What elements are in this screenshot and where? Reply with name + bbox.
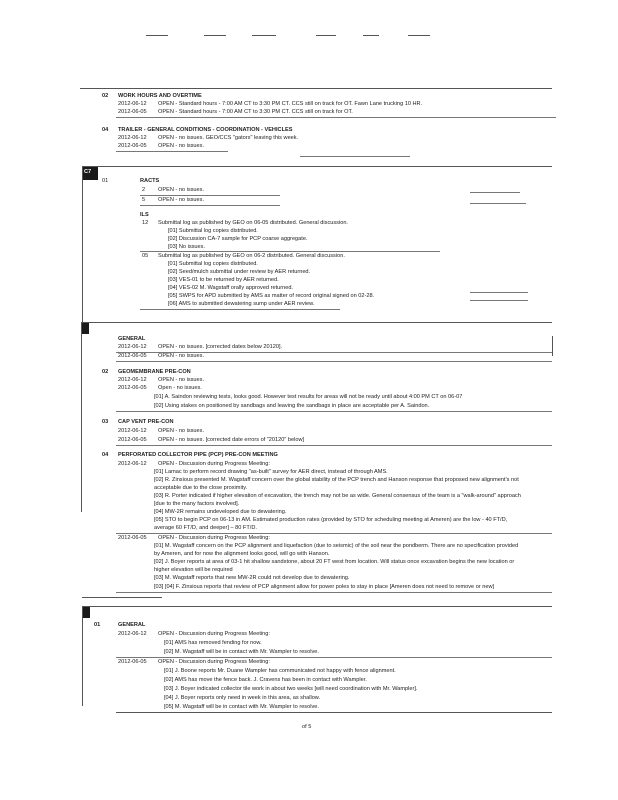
entry-sub: [01] Submittal log copies distributed. bbox=[168, 261, 258, 267]
entry-sub: [02] Using stakes on positioned by sandbags and leaving the sandbags in place are acceptable per A. Saindon. bbox=[154, 403, 430, 409]
header-mark bbox=[316, 35, 336, 36]
entry-sub: [02] AMS has move the fence back. J. Cravens has been in contact with Wampler. bbox=[164, 677, 367, 683]
item-number: 02 bbox=[102, 369, 109, 375]
entry-sub: [03] M. Wagstaff reports that new MW-2R could not develop due to dewatering. bbox=[154, 575, 350, 581]
entry-sub: higher elevation will be required bbox=[154, 567, 233, 573]
row-rule bbox=[116, 445, 552, 446]
entry-sub: [03] J. Boyer indicated collector tile work in about two weeks [will need coordination with Mr. Wampler]. bbox=[164, 686, 418, 692]
entry-text: OPEN - Discussion during Progress Meeting: bbox=[158, 461, 270, 467]
item-number: 02 bbox=[102, 93, 109, 99]
entry-text: OPEN - no issues. [corrected dates below 20120]. bbox=[158, 344, 283, 350]
entry-date: 2012-06-05 bbox=[118, 385, 147, 391]
entry-text: OPEN - Standard hours - 7:00 AM CT to 3:30 PM CT. CCS still on track for OT. bbox=[158, 109, 353, 115]
row-rule bbox=[116, 151, 228, 152]
entry-sub: [04] MW-2R remains undeveloped due to dewatering. bbox=[154, 509, 287, 515]
entry-text: OPEN - no issues. bbox=[158, 187, 205, 193]
item-title: RACTS bbox=[140, 178, 160, 184]
row-rule bbox=[470, 292, 528, 293]
entry-sub: [03] VES-01 to be returned by AER returned. bbox=[168, 277, 279, 283]
entry-date: 2012-06-12 bbox=[118, 428, 147, 434]
entry-sub: [06] AMS to submitted dewatering sump under AER review. bbox=[168, 301, 315, 307]
entry-text: OPEN - Standard hours - 7:00 AM CT to 3:30 PM CT. CCS still on track for OT. Fawn Lane trucking 10 HR. bbox=[158, 101, 423, 107]
entry-date: 2012-06-12 bbox=[118, 101, 147, 107]
entry-text: OPEN - no issues. bbox=[158, 377, 205, 383]
header-mark bbox=[363, 35, 379, 36]
entry-sub: [03] R. Porter indicated if higher elevation of excavation, the trench may not be as wide. General consensus of the team is a "walk-around" approach bbox=[154, 493, 521, 499]
entry-date: 2012-06-05 bbox=[118, 109, 147, 115]
section-border bbox=[81, 322, 82, 512]
item-number: 12 bbox=[142, 220, 149, 226]
item-number: 01 bbox=[102, 178, 109, 184]
entry-date: 2012-06-12 bbox=[118, 461, 147, 467]
row-rule bbox=[116, 411, 552, 412]
entry-text: OPEN - no issues. bbox=[158, 143, 205, 149]
item-title: GENERAL bbox=[118, 622, 146, 628]
entry-sub: [02] R. Zinsious presented M. Wagstaff concern over the global stability of the PCP trench and Hanson response that proposed new alignment's not bbox=[154, 477, 519, 483]
header-mark bbox=[408, 35, 430, 36]
entry-text: OPEN - Discussion during Progress Meeting: bbox=[158, 631, 270, 637]
header-mark bbox=[204, 35, 226, 36]
section-tab bbox=[82, 606, 90, 618]
entry-text: OPEN - no issues. bbox=[158, 428, 205, 434]
entry-sub: [01] J. Boone reports Mr. Duane Wampler has communicated not happy with fence alignment. bbox=[164, 668, 396, 674]
item-title: GENERAL bbox=[118, 336, 146, 342]
entry-sub: [01] Lamac to perform record drawing "as-built" survey for AER direct, instead of through AMS. bbox=[154, 469, 388, 475]
entry-text: Submittal log as published by GEO on 06-05 distributed. General discussion. bbox=[158, 220, 348, 226]
section-tab-label: C7 bbox=[84, 169, 92, 175]
row-rule bbox=[470, 192, 520, 193]
entry-date: 2012-06-05 bbox=[118, 143, 147, 149]
entry-sub: [01] Submittal log copies distributed. bbox=[168, 228, 258, 234]
item-number: 03 bbox=[102, 419, 109, 425]
entry-text: OPEN - no issues. [corrected date errors of "20120" below] bbox=[158, 437, 305, 443]
entry-text: OPEN - no issues. GEO/CCS "gators" leaving this week. bbox=[158, 135, 299, 141]
entry-text: OPEN - no issues. bbox=[158, 197, 205, 203]
entry-sub: [04] VES-02 M. Wagstaff orally approved returned. bbox=[168, 285, 293, 291]
item-title: TRAILER - GENERAL CONDITIONS - COORDINATION - VEHICLES bbox=[118, 127, 293, 133]
row-rule bbox=[140, 195, 280, 196]
entry-sub: [05] STO to begin PCP on 06-13 in AM. Estimated production rates (provided by STO for scheduling meeting at Ameren) are the low - 40 FT/D, bbox=[154, 517, 508, 523]
item-number: 04 bbox=[102, 127, 109, 133]
section-divider bbox=[80, 88, 552, 89]
entry-text: OPEN - Discussion during Progress Meeting: bbox=[158, 659, 270, 665]
entry-sub: [01] AMS has removed fending for now. bbox=[164, 640, 262, 646]
row-rule bbox=[116, 533, 552, 534]
entry-sub: [due to the many factors involved]. bbox=[154, 501, 240, 507]
entry-date: 2012-06-12 bbox=[118, 377, 147, 383]
entry-date: 2012-06-12 bbox=[118, 631, 147, 637]
entry-sub: [03] [04] F. Zinsious reports that review of PCP alignment allow for power poles to stay in place [Ameren does not need to remove or new] bbox=[154, 584, 495, 590]
entry-sub: [02] J. Boyer reports at area of 03-1 hit shallow sandstone, about 20 FT west from location. Will status once excavation begins the new location or bbox=[154, 559, 515, 565]
entry-date: 2012-06-05 bbox=[118, 437, 147, 443]
entry-date: 2012-06-05 bbox=[118, 353, 147, 359]
page-number: of 5 bbox=[302, 724, 312, 730]
entry-date: 5 bbox=[142, 197, 146, 203]
section-border bbox=[82, 166, 83, 326]
entry-text: OPEN - Discussion during Progress Meeting: bbox=[158, 535, 270, 541]
entry-date: 2012-06-05 bbox=[118, 535, 147, 541]
section-tab bbox=[81, 322, 89, 334]
row-rule bbox=[140, 309, 340, 310]
entry-date: 2012-06-05 bbox=[118, 659, 147, 665]
row-rule bbox=[116, 361, 552, 362]
section-end-rule bbox=[116, 712, 552, 713]
row-rule bbox=[140, 251, 440, 252]
item-number: 04 bbox=[102, 452, 109, 458]
entry-sub: [01] A. Saindon reviewing tests, looks good. However test results for areas will not be ready until about 4:00 PM CT on 06-07 bbox=[154, 394, 463, 400]
entry-sub: acceptable due to the close proximity. bbox=[154, 485, 248, 491]
section-border bbox=[82, 606, 83, 706]
entry-text: Open - no issues. bbox=[158, 385, 202, 391]
section-divider bbox=[82, 606, 552, 607]
item-number: 01 bbox=[94, 622, 101, 628]
entry-sub: [02] Seed/mulch submittal under review by AER returned. bbox=[168, 269, 311, 275]
entry-date: 2012-06-12 bbox=[118, 344, 147, 350]
entry-sub: [05] M. Wagstaff will be in contact with Mr. Wampler to resolve. bbox=[164, 704, 319, 710]
section-end-rule bbox=[82, 597, 162, 598]
row-rule bbox=[300, 156, 410, 157]
item-title: GEOMEMBRANE PRE-CON bbox=[118, 369, 191, 375]
entry-date: 2 bbox=[142, 187, 146, 193]
entry-sub: [05] SWPS for APD submitted by AMS as matter of record original signed on 02-28. bbox=[168, 293, 375, 299]
entry-sub: [04] J. Boyer reports only need in week in this area, as shallow. bbox=[164, 695, 321, 701]
entry-sub: [02] Discussion CA-7 sample for PCP coarse aggregate. bbox=[168, 236, 308, 242]
entry-sub: average 60 FT/D, and deeper] – 80 FT/D. bbox=[154, 525, 257, 531]
entry-text: Submittal log as published by GEO on 06-2 distributed. General discussion. bbox=[158, 253, 345, 259]
entry-sub: [01] M. Wagstaff concern on the PCP alignment and liquefaction (due to seismic) of the soil near the pondberm. There are no specification provided bbox=[154, 543, 519, 549]
entry-sub: [03] No issues. bbox=[168, 244, 205, 250]
row-rule bbox=[470, 300, 528, 301]
row-rule bbox=[140, 205, 280, 206]
item-number: 05 bbox=[142, 253, 149, 259]
entry-sub: [02] M. Wagstaff will be in contact with Mr. Wampler to resolve. bbox=[164, 649, 319, 655]
subsection-title: ILS bbox=[140, 212, 149, 218]
entry-sub: by Ameren, and for now the alignment looks good, will go with Hanson. bbox=[154, 551, 330, 557]
row-rule bbox=[116, 117, 556, 118]
row-rule bbox=[116, 592, 552, 593]
section-divider bbox=[82, 166, 552, 167]
header-mark bbox=[252, 35, 276, 36]
section-border bbox=[552, 336, 553, 356]
entry-date: 2012-06-12 bbox=[118, 135, 147, 141]
section-divider bbox=[81, 322, 552, 323]
item-title: PERFORATED COLLECTOR PIPE (PCP) PRE-CON MEETING bbox=[118, 452, 278, 458]
item-title: WORK HOURS AND OVERTIME bbox=[118, 93, 202, 99]
item-title: CAP VENT PRE-CON bbox=[118, 419, 174, 425]
row-rule bbox=[116, 657, 552, 658]
header-mark bbox=[146, 35, 168, 36]
entry-text: OPEN - no issues. bbox=[158, 353, 205, 359]
row-rule bbox=[470, 203, 526, 204]
